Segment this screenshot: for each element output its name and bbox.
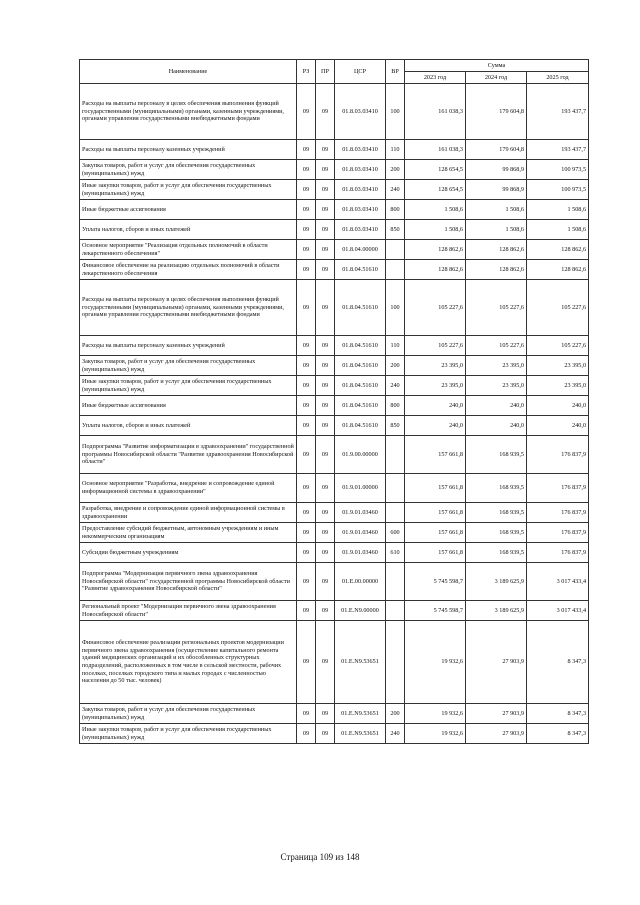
cell-2023: 240,0: [405, 416, 466, 436]
cell-vr: 110: [386, 336, 405, 356]
header-year-2025: 2025 год: [527, 72, 589, 84]
cell-name: Предоставление субсидий бюджетным, автономным учреждениям и иным некоммерческим организациям: [80, 523, 297, 543]
cell-2024: 168 939,5: [466, 543, 527, 563]
table-row: [80, 84, 589, 140]
cell-name: Основное мероприятие "Разработка, внедрение и сопровождение единой информационной системы в здравоохранении": [80, 474, 297, 503]
cell-vr: 200: [386, 704, 405, 724]
table-row: [80, 563, 589, 601]
cell-2025: 3 017 433,4: [527, 563, 589, 601]
table-row: [80, 336, 589, 356]
cell-2023: 19 932,6: [405, 724, 466, 744]
cell-rz: 09: [297, 724, 316, 744]
cell-csr: 01.8.04.51610: [335, 356, 386, 376]
cell-pr: 09: [316, 601, 335, 621]
cell-2025: 105 227,6: [527, 280, 589, 336]
table-row: [80, 474, 589, 503]
cell-2023: 157 661,8: [405, 503, 466, 523]
cell-name: Основное мероприятие "Реализация отдельных полномочий в области лекарственного обеспечения": [80, 240, 297, 260]
cell-csr: 01.Е.N9.53651: [335, 724, 386, 744]
cell-name: Закупка товаров, работ и услуг для обеспечения государственных (муниципальных) нужд: [80, 356, 297, 376]
cell-2025: 193 437,7: [527, 140, 589, 160]
cell-csr: 01.Е.N9.53651: [335, 704, 386, 724]
cell-2023: 5 745 598,7: [405, 601, 466, 621]
cell-2023: 157 661,8: [405, 543, 466, 563]
cell-2025: 1 508,6: [527, 220, 589, 240]
cell-2025: 193 437,7: [527, 84, 589, 140]
cell-2024: 128 862,6: [466, 240, 527, 260]
cell-2023: 157 661,8: [405, 474, 466, 503]
cell-csr: 01.8.03.03410: [335, 140, 386, 160]
cell-2025: 240,0: [527, 396, 589, 416]
cell-vr: 240: [386, 180, 405, 200]
header-year-2023: 2023 год: [405, 72, 466, 84]
cell-pr: 09: [316, 396, 335, 416]
cell-csr: 01.8.03.03410: [335, 220, 386, 240]
cell-rz: 09: [297, 601, 316, 621]
cell-2023: 105 227,6: [405, 280, 466, 336]
cell-2023: 23 395,0: [405, 376, 466, 396]
header-rz: РЗ: [297, 60, 316, 84]
cell-2024: 168 939,5: [466, 436, 527, 474]
cell-vr: [386, 436, 405, 474]
cell-2023: 19 932,6: [405, 704, 466, 724]
cell-2025: 176 837,9: [527, 436, 589, 474]
cell-2024: 99 868,9: [466, 180, 527, 200]
cell-pr: 09: [316, 160, 335, 180]
cell-2023: 161 038,3: [405, 140, 466, 160]
cell-csr: 01.9.00.00000: [335, 436, 386, 474]
cell-name: Иные бюджетные ассигнования: [80, 396, 297, 416]
cell-name: Расходы на выплаты персоналу казенных учреждений: [80, 140, 297, 160]
cell-pr: 09: [316, 84, 335, 140]
cell-2024: 168 939,5: [466, 503, 527, 523]
cell-2024: 105 227,6: [466, 336, 527, 356]
cell-vr: [386, 601, 405, 621]
header-name: Наименование: [80, 60, 297, 84]
cell-rz: 09: [297, 180, 316, 200]
cell-vr: 800: [386, 396, 405, 416]
cell-rz: 09: [297, 200, 316, 220]
cell-rz: 09: [297, 84, 316, 140]
cell-pr: 09: [316, 704, 335, 724]
table-row: [80, 436, 589, 474]
cell-2025: 240,0: [527, 416, 589, 436]
cell-2025: 128 862,6: [527, 260, 589, 280]
cell-2024: 179 604,8: [466, 84, 527, 140]
cell-vr: [386, 474, 405, 503]
cell-name: Иные закупки товаров, работ и услуг для обеспечения государственных (муниципальных) нужд: [80, 724, 297, 744]
cell-2024: 3 189 625,9: [466, 601, 527, 621]
cell-2023: 128 654,5: [405, 180, 466, 200]
cell-csr: 01.Е.00.00000: [335, 563, 386, 601]
cell-csr: 01.9.01.03460: [335, 523, 386, 543]
cell-csr: 01.9.01.03460: [335, 503, 386, 523]
cell-name: Региональный проект "Модернизация первичного звена здравоохранения Новосибирской области": [80, 601, 297, 621]
cell-name: Разработка, внедрение и сопровождение единой информационной системы в здравоохранении: [80, 503, 297, 523]
cell-vr: 240: [386, 724, 405, 744]
cell-vr: 600: [386, 523, 405, 543]
cell-vr: [386, 621, 405, 704]
cell-name: Подпрограмма "Модернизация первичного звена здравоохранения Новосибирской области" государственной программы Новосибирской области "Развитие здравоохранения Новосибирской области": [80, 563, 297, 601]
cell-csr: 01.8.03.03410: [335, 200, 386, 220]
cell-rz: 09: [297, 220, 316, 240]
cell-2023: 5 745 598,7: [405, 563, 466, 601]
cell-2024: 128 862,6: [466, 260, 527, 280]
cell-2023: 105 227,6: [405, 336, 466, 356]
cell-pr: 09: [316, 436, 335, 474]
cell-2025: 8 347,3: [527, 621, 589, 704]
cell-2023: 128 862,6: [405, 260, 466, 280]
cell-name: Иные бюджетные ассигнования: [80, 200, 297, 220]
cell-2025: 128 862,6: [527, 240, 589, 260]
cell-pr: 09: [316, 474, 335, 503]
cell-2025: 176 837,9: [527, 474, 589, 503]
table-row: [80, 396, 589, 416]
cell-2024: 105 227,6: [466, 280, 527, 336]
cell-pr: 09: [316, 523, 335, 543]
table-row: [80, 280, 589, 336]
cell-rz: 09: [297, 280, 316, 336]
cell-csr: 01.8.03.03410: [335, 160, 386, 180]
cell-vr: [386, 563, 405, 601]
cell-2023: 128 654,5: [405, 160, 466, 180]
cell-rz: 09: [297, 336, 316, 356]
cell-rz: 09: [297, 260, 316, 280]
cell-vr: 200: [386, 160, 405, 180]
cell-csr: 01.8.04.51610: [335, 396, 386, 416]
table-body: [80, 84, 589, 744]
cell-pr: 09: [316, 543, 335, 563]
table-row: [80, 240, 589, 260]
cell-2023: 23 395,0: [405, 356, 466, 376]
cell-2024: 3 189 625,9: [466, 563, 527, 601]
cell-csr: 01.8.04.51610: [335, 336, 386, 356]
cell-pr: 09: [316, 356, 335, 376]
cell-pr: 09: [316, 140, 335, 160]
cell-2024: 240,0: [466, 396, 527, 416]
cell-2024: 27 903,9: [466, 621, 527, 704]
cell-2023: 161 038,3: [405, 84, 466, 140]
cell-2023: 1 508,6: [405, 200, 466, 220]
table-row: [80, 220, 589, 240]
cell-rz: 09: [297, 356, 316, 376]
cell-rz: 09: [297, 621, 316, 704]
cell-2024: 1 508,6: [466, 220, 527, 240]
cell-pr: 09: [316, 503, 335, 523]
cell-2025: 100 973,5: [527, 180, 589, 200]
cell-csr: 01.8.04.51610: [335, 416, 386, 436]
cell-name: Расходы на выплаты персоналу казенных учреждений: [80, 336, 297, 356]
cell-2023: 157 661,8: [405, 523, 466, 543]
cell-2023: 19 932,6: [405, 621, 466, 704]
cell-csr: 01.9.01.00000: [335, 474, 386, 503]
cell-2024: 240,0: [466, 416, 527, 436]
cell-2025: 8 347,3: [527, 704, 589, 724]
cell-rz: 09: [297, 503, 316, 523]
table-row: [80, 621, 589, 704]
cell-2025: 23 395,0: [527, 376, 589, 396]
cell-2023: 157 661,8: [405, 436, 466, 474]
cell-name: Уплата налогов, сборов и иных платежей: [80, 220, 297, 240]
cell-vr: 850: [386, 416, 405, 436]
cell-2024: 179 604,8: [466, 140, 527, 160]
cell-csr: 01.Е.N9.00000: [335, 601, 386, 621]
cell-name: Расходы на выплаты персоналу в целях обеспечения выполнения функций государственными (муниципальными) органами, казенными учреждениями, органами управления государственными внебюджетными фондами: [80, 84, 297, 140]
cell-pr: 09: [316, 200, 335, 220]
header-year-2024: 2024 год: [466, 72, 527, 84]
table-row: [80, 601, 589, 621]
cell-pr: 09: [316, 376, 335, 396]
cell-2024: 168 939,5: [466, 523, 527, 543]
table-row: [80, 356, 589, 376]
cell-pr: 09: [316, 416, 335, 436]
cell-2025: 176 837,9: [527, 543, 589, 563]
cell-2024: 99 868,9: [466, 160, 527, 180]
cell-csr: 01.8.04.51610: [335, 376, 386, 396]
cell-rz: 09: [297, 376, 316, 396]
cell-2024: 27 903,9: [466, 704, 527, 724]
cell-csr: 01.Е.N9.53651: [335, 621, 386, 704]
header-csr: ЦСР: [335, 60, 386, 84]
cell-2025: 176 837,9: [527, 503, 589, 523]
cell-vr: [386, 240, 405, 260]
table-row: [80, 416, 589, 436]
cell-rz: 09: [297, 563, 316, 601]
cell-2025: 100 973,5: [527, 160, 589, 180]
cell-rz: 09: [297, 140, 316, 160]
table-row: [80, 503, 589, 523]
table-row: [80, 704, 589, 724]
cell-2024: 27 903,9: [466, 724, 527, 744]
budget-table: [79, 59, 589, 744]
cell-pr: 09: [316, 724, 335, 744]
cell-csr: 01.8.04.51610: [335, 260, 386, 280]
cell-csr: 01.9.01.03460: [335, 543, 386, 563]
cell-vr: 100: [386, 84, 405, 140]
table-row: [80, 180, 589, 200]
cell-vr: 110: [386, 140, 405, 160]
cell-csr: 01.8.04.00000: [335, 240, 386, 260]
cell-csr: 01.8.03.03410: [335, 84, 386, 140]
cell-vr: 800: [386, 200, 405, 220]
cell-2025: 105 227,6: [527, 336, 589, 356]
cell-name: Подпрограмма "Развитие информатизации в здравоохранении" государственной программы Новосибирской области "Развитие здравоохранения Новосибирской области": [80, 436, 297, 474]
table-row: [80, 200, 589, 220]
cell-name: Уплата налогов, сборов и иных платежей: [80, 416, 297, 436]
cell-name: Финансовое обеспечение реализации региональных проектов модернизации первичного звена здравоохранения (осуществление капитального ремонта зданий медицинских организаций и их обособленных структурных подразделений, расположенных в том числе в сельской местности, рабочих поселках, поселках городского типа и малых городах с численностью населения до 50 тыс. человек): [80, 621, 297, 704]
cell-rz: 09: [297, 240, 316, 260]
cell-vr: 200: [386, 356, 405, 376]
cell-name: Финансовое обеспечение на реализацию отдельных полномочий в области лекарственного обеспечения: [80, 260, 297, 280]
cell-pr: 09: [316, 260, 335, 280]
table-row: [80, 724, 589, 744]
cell-vr: 850: [386, 220, 405, 240]
cell-2023: 240,0: [405, 396, 466, 416]
cell-2025: 1 508,6: [527, 200, 589, 220]
table-row: [80, 140, 589, 160]
cell-rz: 09: [297, 436, 316, 474]
cell-2023: 128 862,6: [405, 240, 466, 260]
cell-vr: 610: [386, 543, 405, 563]
cell-2025: 23 395,0: [527, 356, 589, 376]
cell-2025: 8 347,3: [527, 724, 589, 744]
cell-rz: 09: [297, 474, 316, 503]
cell-2025: 3 017 433,4: [527, 601, 589, 621]
cell-name: Иные закупки товаров, работ и услуг для обеспечения государственных (муниципальных) нужд: [80, 376, 297, 396]
header-sum: Сумма: [405, 60, 589, 72]
cell-vr: [386, 503, 405, 523]
table-row: [80, 160, 589, 180]
cell-name: Иные закупки товаров, работ и услуг для обеспечения государственных (муниципальных) нужд: [80, 180, 297, 200]
cell-2024: 168 939,5: [466, 474, 527, 503]
cell-pr: 09: [316, 563, 335, 601]
cell-rz: 09: [297, 396, 316, 416]
cell-vr: [386, 260, 405, 280]
table-row: [80, 260, 589, 280]
page-number: Страница 109 из 148: [280, 852, 360, 862]
table-row: [80, 543, 589, 563]
cell-2025: 176 837,9: [527, 523, 589, 543]
cell-name: Субсидии бюджетным учреждениям: [80, 543, 297, 563]
cell-rz: 09: [297, 523, 316, 543]
cell-vr: 100: [386, 280, 405, 336]
cell-pr: 09: [316, 180, 335, 200]
header-vr: ВР: [386, 60, 405, 84]
header-pr: ПР: [316, 60, 335, 84]
cell-csr: 01.8.04.51610: [335, 280, 386, 336]
cell-name: Закупка товаров, работ и услуг для обеспечения государственных (муниципальных) нужд: [80, 160, 297, 180]
table-row: [80, 523, 589, 543]
cell-csr: 01.8.03.03410: [335, 180, 386, 200]
cell-2024: 23 395,0: [466, 356, 527, 376]
cell-name: Закупка товаров, работ и услуг для обеспечения государственных (муниципальных) нужд: [80, 704, 297, 724]
cell-pr: 09: [316, 280, 335, 336]
cell-2024: 23 395,0: [466, 376, 527, 396]
cell-rz: 09: [297, 543, 316, 563]
cell-name: Расходы на выплаты персоналу в целях обеспечения выполнения функций государственными (муниципальными) органами, казенными учреждениями, органами управления государственными внебюджетными фондами: [80, 280, 297, 336]
cell-vr: 240: [386, 376, 405, 396]
cell-pr: 09: [316, 621, 335, 704]
cell-pr: 09: [316, 240, 335, 260]
table-row: [80, 376, 589, 396]
cell-pr: 09: [316, 220, 335, 240]
cell-2023: 1 508,6: [405, 220, 466, 240]
cell-2024: 1 508,6: [466, 200, 527, 220]
cell-rz: 09: [297, 416, 316, 436]
cell-rz: 09: [297, 160, 316, 180]
cell-pr: 09: [316, 336, 335, 356]
cell-rz: 09: [297, 704, 316, 724]
